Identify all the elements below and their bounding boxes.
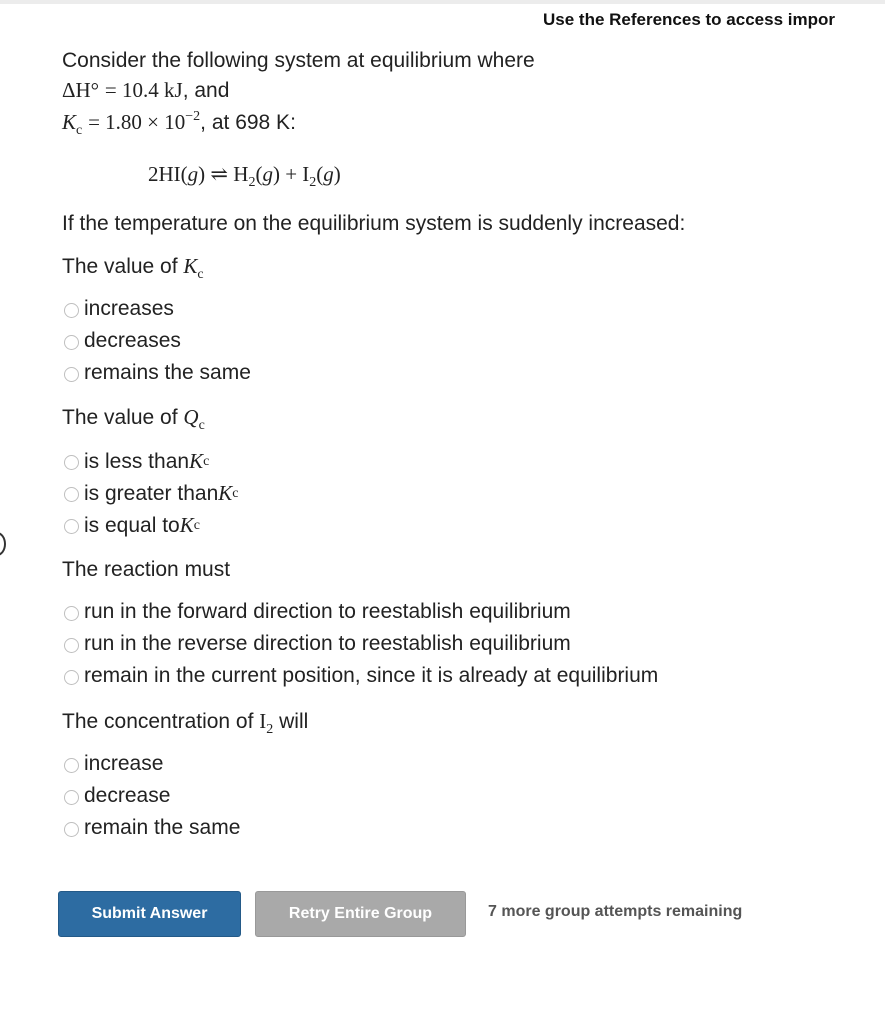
prompt-text: If the temperature on the equilibrium system is suddenly increased: [62,212,686,235]
paren: ) [333,162,341,186]
question-concentration [62,709,308,738]
plus-sign: + [285,162,298,186]
chemical-equation: 2HI(g) ⇌ $H_2(g) + I_2(g)$ [148,162,341,190]
option-label: remain in the current position, since it is already at equilibrium [84,664,659,687]
radio-button[interactable] [64,638,79,653]
kc-subscript: c [203,453,210,469]
option-label: remains the same [84,361,251,384]
radio-button[interactable] [64,335,79,350]
radio-button[interactable] [64,670,79,685]
top-border [0,0,885,4]
option-kc-increases[interactable] [64,297,174,321]
radio-button[interactable] [64,790,79,805]
option-label: increase [84,752,164,775]
option-label: is greater than [84,481,219,505]
delta-h-line [62,78,229,103]
question-label: The value of [62,406,184,429]
equilibrium-arrow: ⇌ [210,162,229,186]
option-qc-greater[interactable] [64,481,238,506]
and-text: , and [182,79,230,102]
qc-subscript: c [198,418,205,433]
option-label: remain the same [84,816,241,839]
option-reverse[interactable] [64,632,571,656]
option-kc-same[interactable] [64,361,251,385]
radio-button[interactable] [64,758,79,773]
option-increase[interactable] [64,752,163,776]
kc-symbol: K [189,449,204,473]
kc-value: = 1.80 × 10 [88,110,186,134]
kc-line [62,109,296,139]
phase-g: g [323,162,334,186]
phase-g: g [262,162,273,186]
radio-button[interactable] [64,519,79,534]
intro-line: Consider the following system at equilibrium where [62,49,535,72]
option-remain[interactable] [64,664,658,688]
option-qc-equal[interactable] [64,513,200,538]
side-indicator [0,532,6,556]
delta-h-symbol: ΔH° [62,78,100,102]
option-label: is less than [84,449,190,473]
question-suffix: will [273,710,309,733]
question-label: The value of [62,255,184,278]
qc-symbol: Q [183,405,199,429]
question-kc [62,254,204,283]
kc-symbol: K [62,110,77,134]
subscript-2: 2 [309,175,317,190]
product-i: I [302,162,310,186]
reactant: 2HI( [148,162,188,186]
temperature-text: , at 698 K: [200,111,296,134]
kc-subscript: c [197,267,204,282]
option-decrease[interactable] [64,784,170,808]
question-label: The concentration of [62,710,260,733]
radio-button[interactable] [64,455,79,470]
i2-symbol: I [259,709,267,733]
radio-button[interactable] [64,822,79,837]
kc-symbol: K [218,481,233,505]
kc-subscript: c [76,123,83,138]
radio-button[interactable] [64,487,79,502]
option-label: is equal to [84,513,180,537]
i2-subscript: 2 [266,722,274,737]
delta-h-value: = 10.4 kJ [104,78,183,102]
option-label: decreases [84,329,181,352]
option-label: decrease [84,784,171,807]
paren: ) [198,162,206,186]
kc-exponent: −2 [185,109,201,124]
option-label: run in the reverse direction to reestablish equilibrium [84,632,571,655]
option-kc-decreases[interactable] [64,329,181,353]
option-qc-less[interactable] [64,449,209,474]
kc-symbol: K [183,254,198,278]
radio-button[interactable] [64,303,79,318]
phase-g: g [187,162,199,186]
option-label: increases [84,297,174,320]
references-note: Use the References to access impor [543,10,835,29]
attempts-remaining: 7 more group attempts remaining [488,903,743,920]
question-qc [62,405,205,434]
submit-answer-button[interactable]: Submit Answer [58,891,241,937]
question-reaction: The reaction must [62,558,231,581]
paren: ) [272,162,280,186]
kc-subscript: c [193,517,200,533]
option-forward[interactable] [64,600,571,624]
kc-subscript: c [232,485,239,501]
radio-button[interactable] [64,606,79,621]
product-h: H [233,162,249,186]
kc-symbol: K [179,513,194,537]
option-same[interactable] [64,816,240,840]
retry-group-button[interactable]: Retry Entire Group [255,891,466,937]
option-label: run in the forward direction to reestablish equilibrium [84,600,571,623]
subscript-2: 2 [248,175,256,190]
radio-button[interactable] [64,367,79,382]
